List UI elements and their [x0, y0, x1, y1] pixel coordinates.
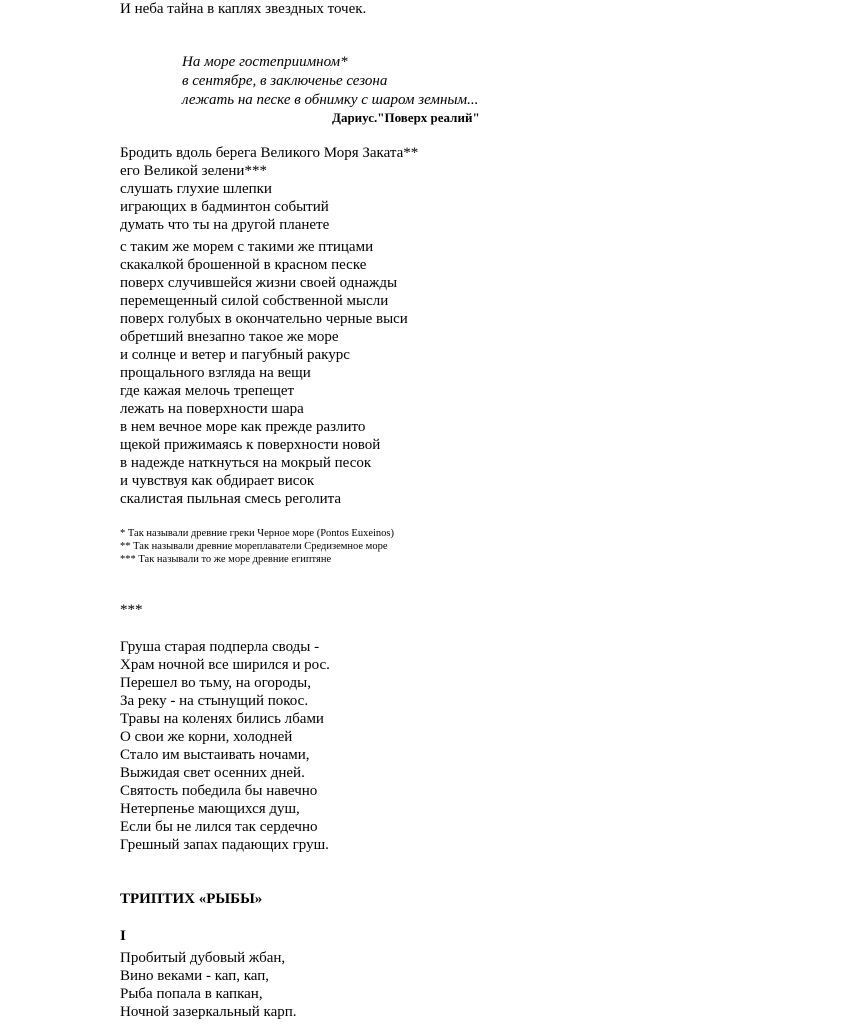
poem-line: Нетерпенье мающихся душ,	[120, 801, 300, 817]
poem-line: и солнце и ветер и пагубный ракурс	[120, 347, 350, 363]
footnote: *** Так называли то же море древние египтяне	[120, 554, 332, 565]
section-separator: ***	[120, 602, 143, 618]
poem-line: скакалкой брошенной в красном песке	[120, 257, 367, 273]
poem-line: прощального взгляда на вещи	[120, 365, 311, 381]
poem-line: думать что ты на другой планете	[120, 217, 330, 233]
poem-line: Травы на коленях бились лбами	[120, 711, 324, 727]
poem-line: Бродить вдоль берега Великого Моря Заката**	[120, 145, 419, 161]
poem-line: Святость победила бы навечно	[120, 783, 318, 799]
poem-line: играющих в бадминтон событий	[120, 199, 329, 215]
poem-line: Перешел во тьму, на огороды,	[120, 675, 311, 691]
top-line: И неба тайна в каплях звездных точек.	[120, 1, 367, 17]
poem-line: За реку - на стынущий покос.	[120, 693, 309, 709]
poem-line: Если бы не лился так сердечно	[120, 819, 318, 835]
poem-line: О свои же корни, холодней	[120, 729, 293, 745]
poem-line: Пробитый дубовый жбан,	[120, 950, 286, 966]
poem-line: Рыба попала в капкан,	[120, 986, 263, 1002]
poem-line: лежать на поверхности шара	[120, 401, 304, 417]
poem-line: перемещенный силой собственной мысли	[120, 293, 389, 309]
poem-line: поверх случившейся жизни своей однажды	[120, 275, 398, 291]
poem-line: в нем вечное море как прежде разлито	[120, 419, 366, 435]
section-heading: ТРИПТИХ «РЫБЫ»	[120, 891, 263, 907]
poem-line: обретший внезапно такое же море	[120, 329, 339, 345]
part-numeral: I	[120, 928, 126, 944]
epigraph-attribution: Дариус."Поверх реалий"	[332, 110, 480, 125]
poem-line: где кажая мелочь трепещет	[120, 383, 295, 399]
poem-line: Груша старая подперла своды -	[120, 639, 320, 655]
poem-line: Грешный запах падающих груш.	[120, 837, 329, 853]
poem-line: поверх голубых в окончательно черные выси	[120, 311, 408, 327]
poem-line: Стало им выстаивать ночами,	[120, 747, 310, 763]
epigraph-line: в сентябре, в заключенье сезона	[182, 73, 388, 89]
footnote: * Так называли древние греки Черное море (Pontos Euxeinos)	[120, 528, 394, 539]
poem-line: Вино веками - кап, кап,	[120, 968, 270, 984]
poem-line: и чувствуя как обдирает висок	[120, 473, 315, 489]
epigraph-line: лежать на песке в обнимку с шаром земным...	[182, 92, 479, 108]
poem-line: с таким же морем с такими же птицами	[120, 239, 374, 255]
poem-line: Ночной зазеркальный карп.	[120, 1004, 297, 1020]
epigraph-line: На море гостеприимном*	[182, 54, 348, 70]
poem-line: в надежде наткнуться на мокрый песок	[120, 455, 372, 471]
poem-line: щекой прижимаясь к поверхности новой	[120, 437, 381, 453]
poem-line: Храм ночной все ширился и рос.	[120, 657, 330, 673]
poem-line: слушать глухие шлепки	[120, 181, 272, 197]
poem-line: скалистая пыльная смесь реголита	[120, 491, 342, 507]
poem-line: Выжидая свет осенних дней.	[120, 765, 305, 781]
footnote: ** Так называли древние мореплаватели Средиземное море	[120, 541, 388, 552]
poem-line: его Великой зелени***	[120, 163, 267, 179]
